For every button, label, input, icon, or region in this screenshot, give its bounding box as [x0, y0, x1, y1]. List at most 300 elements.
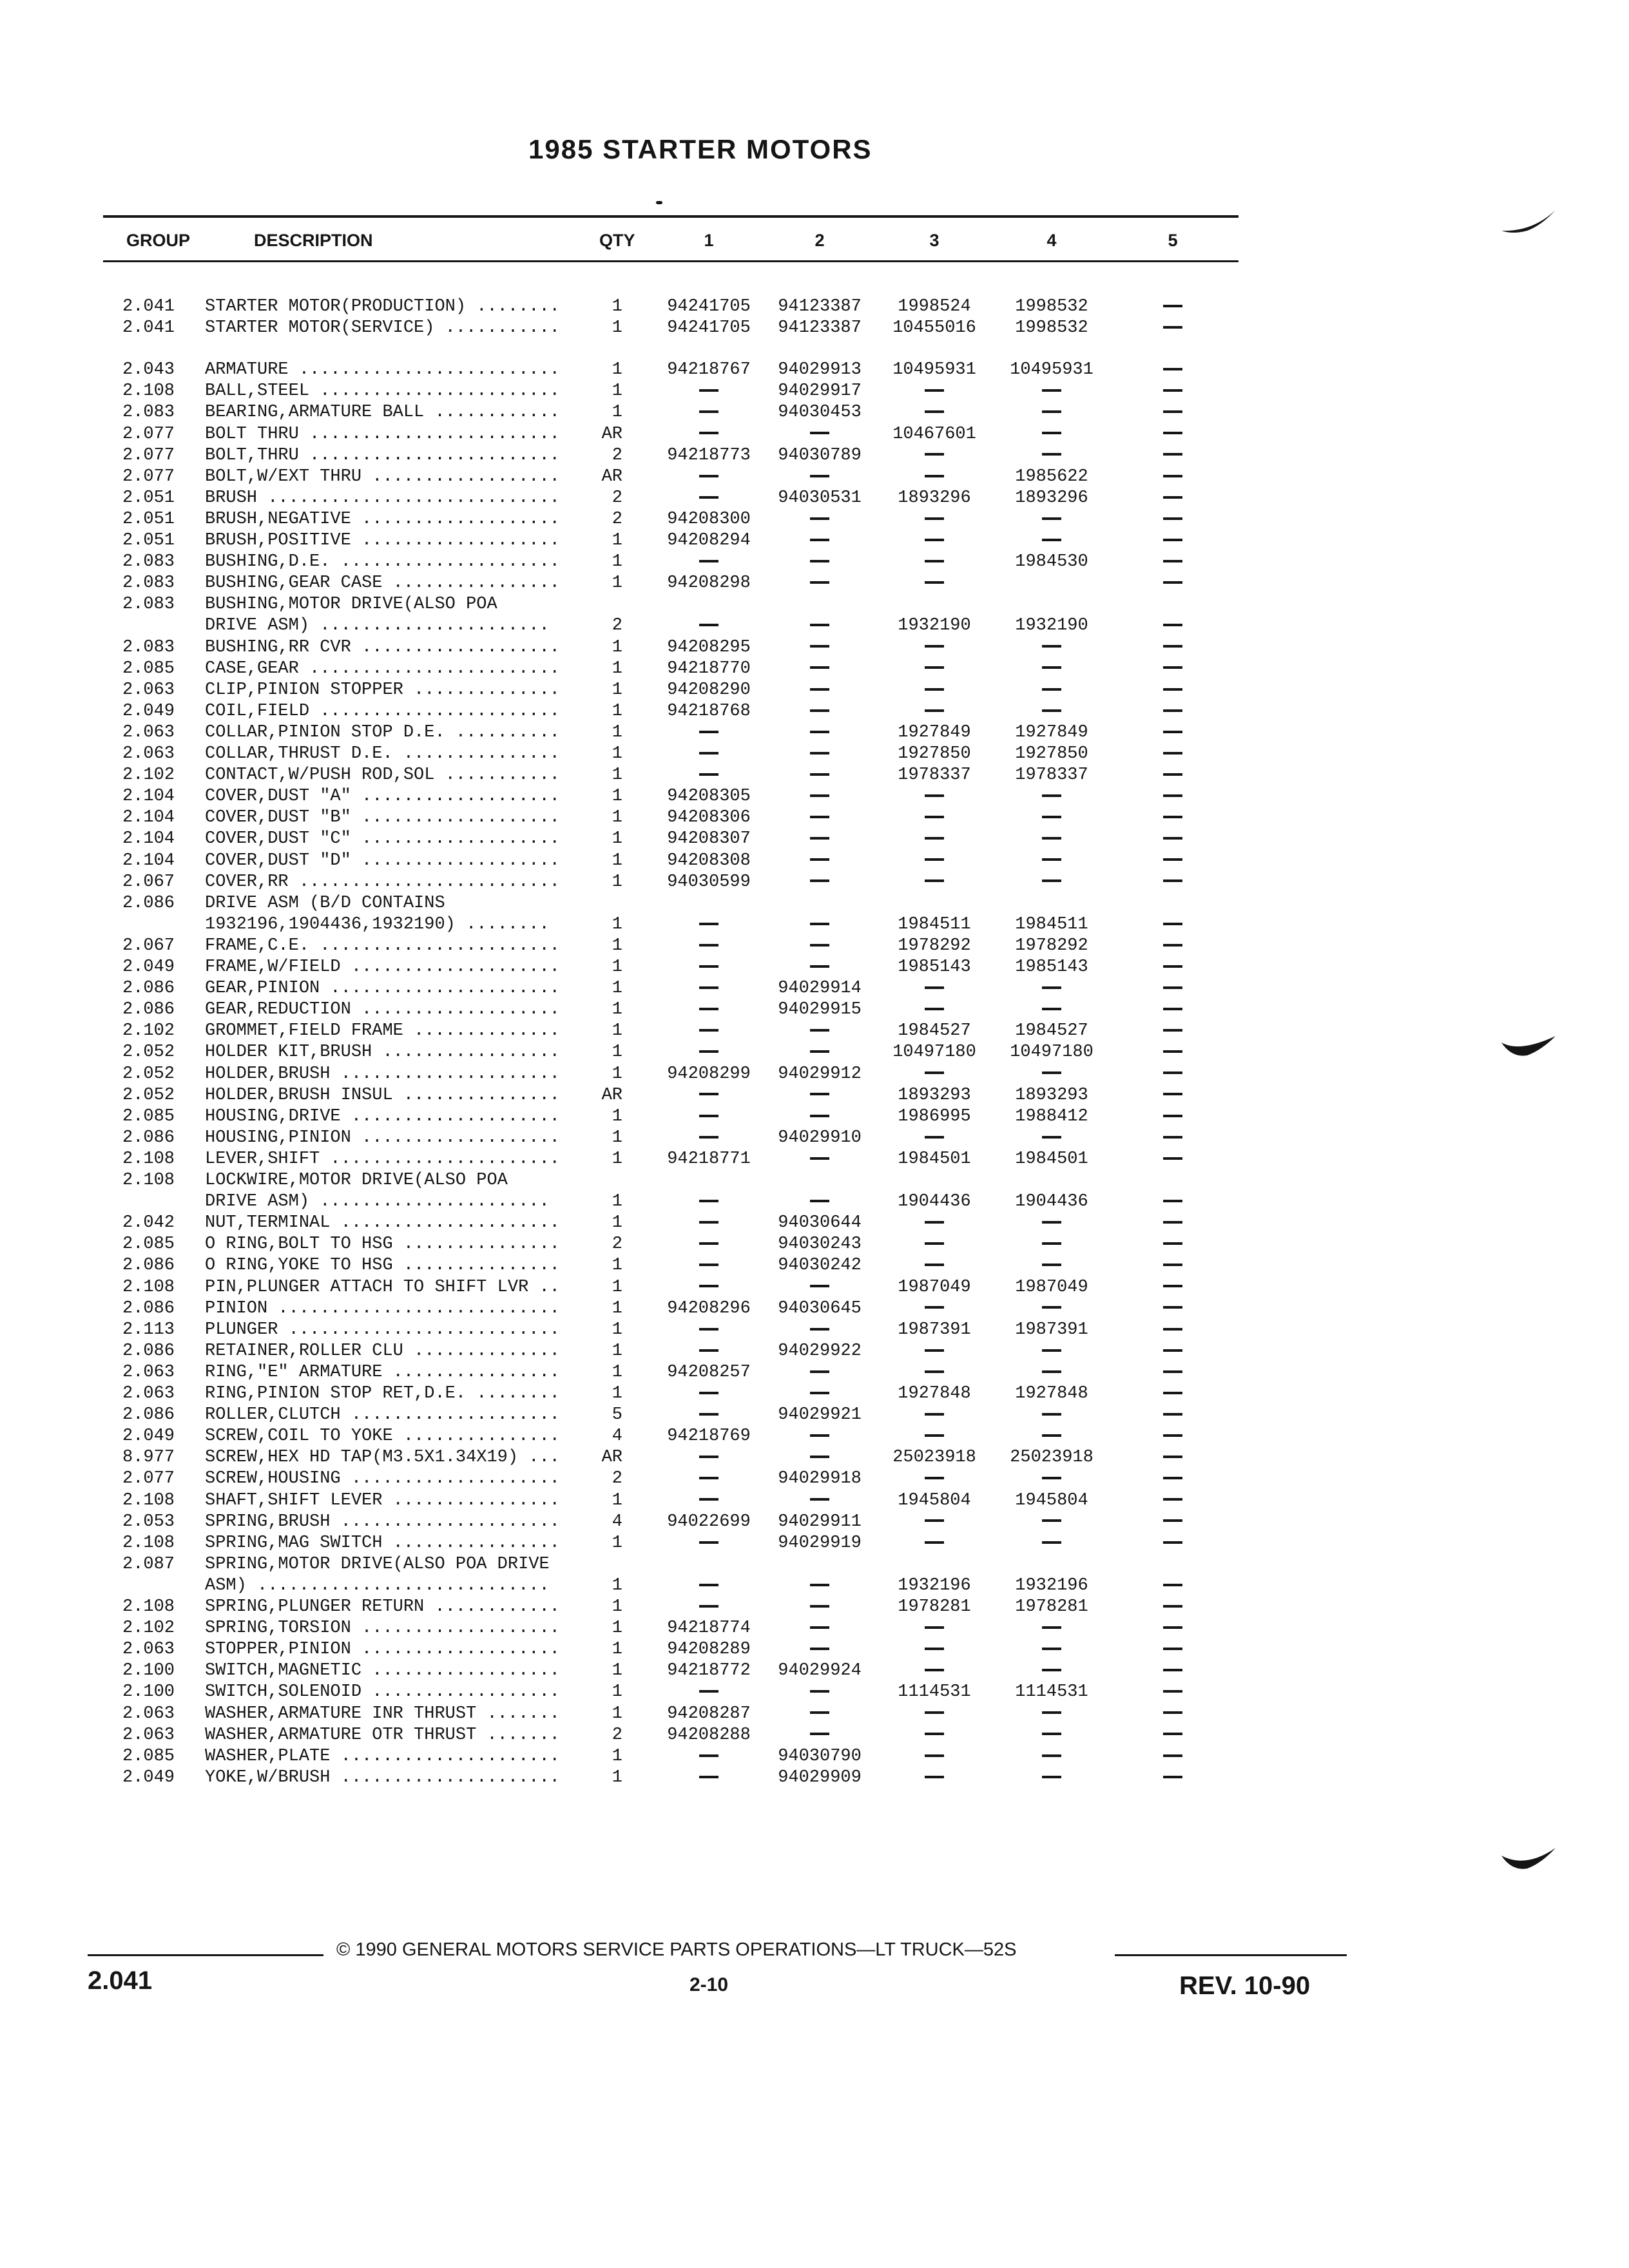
not-applicable-dash	[699, 1328, 718, 1331]
not-applicable-dash	[699, 560, 718, 562]
not-applicable-dash	[810, 539, 829, 541]
cell-c3	[870, 1405, 999, 1426]
cell-desc: ASM) ............................	[205, 1575, 550, 1595]
cell-c1	[644, 1575, 773, 1597]
cell-c3: 1998524	[898, 297, 971, 316]
not-applicable-dash	[1042, 1626, 1061, 1629]
table-row	[0, 360, 1629, 381]
cell-c4	[987, 1298, 1116, 1320]
cell-c2: 94123387	[778, 297, 862, 316]
cell-c2	[755, 637, 884, 658]
cell-qty: 1	[612, 1128, 622, 1148]
not-applicable-dash	[1163, 1541, 1182, 1544]
table-row	[0, 381, 1629, 402]
cell-c5	[1108, 1512, 1237, 1533]
not-applicable-dash	[1163, 624, 1182, 626]
cell-c5	[1108, 1725, 1237, 1746]
cell-desc: RING,PINION STOP RET,D.E. ........	[205, 1384, 560, 1403]
header-group: GROUP	[126, 231, 191, 250]
table-row	[0, 466, 1629, 488]
cell-qty: 1	[612, 1661, 622, 1681]
cell-c4	[987, 1128, 1116, 1149]
cell-group: 2.077	[122, 445, 175, 465]
cell-c5	[1108, 1490, 1237, 1512]
cell-desc: GEAR,PINION ......................	[205, 979, 560, 999]
not-applicable-dash	[699, 731, 718, 733]
cell-group: 2.113	[122, 1320, 175, 1340]
cell-c1	[644, 1255, 773, 1276]
cell-group: 2.108	[122, 1597, 175, 1617]
not-applicable-dash	[925, 539, 944, 541]
cell-qty: 1	[612, 1320, 622, 1340]
not-applicable-dash	[925, 1733, 944, 1735]
cell-group: 2.052	[122, 1085, 175, 1105]
cell-c2	[755, 552, 884, 573]
cell-c5	[1108, 1618, 1237, 1639]
cell-c3	[870, 1704, 999, 1725]
not-applicable-dash	[1163, 1370, 1182, 1373]
cell-qty: 1	[612, 1021, 622, 1041]
not-applicable-dash	[699, 1605, 718, 1608]
table-row	[0, 1277, 1629, 1298]
cell-c1: 94208289	[667, 1640, 751, 1660]
table-row	[0, 1682, 1629, 1703]
cell-c4	[987, 530, 1116, 552]
not-applicable-dash	[1163, 858, 1182, 861]
cell-c4: 1984511	[1015, 914, 1088, 934]
cell-qty: 1	[612, 787, 622, 807]
cell-c1	[644, 1767, 773, 1789]
cell-c3	[870, 786, 999, 807]
not-applicable-dash	[1163, 709, 1182, 712]
cell-c4: 1927849	[1015, 722, 1088, 742]
cell-c2	[755, 1639, 884, 1660]
cell-desc: BUSHING,MOTOR DRIVE(ALSO POA	[205, 595, 497, 615]
not-applicable-dash	[1163, 432, 1182, 434]
cell-group: 2.108	[122, 1533, 175, 1553]
not-applicable-dash	[810, 794, 829, 797]
cell-c1: 94208296	[667, 1298, 751, 1318]
not-applicable-dash	[925, 1370, 944, 1373]
table-row	[0, 1533, 1629, 1554]
table-row	[0, 1085, 1629, 1106]
cell-c4: 1893293	[1015, 1085, 1088, 1105]
cell-c1	[644, 1277, 773, 1298]
cell-qty: 1	[612, 1192, 622, 1212]
not-applicable-dash	[699, 1115, 718, 1117]
not-applicable-dash	[925, 1626, 944, 1629]
cell-c2	[755, 1383, 884, 1405]
cell-group: 2.063	[122, 1725, 175, 1745]
not-applicable-dash	[810, 1584, 829, 1586]
cell-c2: 94029910	[778, 1128, 862, 1148]
cell-c1: 94208298	[667, 573, 751, 593]
cell-c5	[1108, 509, 1237, 530]
not-applicable-dash	[1042, 666, 1061, 669]
cell-c5	[1108, 680, 1237, 701]
cell-c4	[987, 1725, 1116, 1746]
cell-c1: 94241705	[667, 297, 751, 316]
cell-qty: 1	[612, 1619, 622, 1639]
cell-c3: 1987049	[898, 1277, 971, 1297]
cell-group: 2.083	[122, 573, 175, 593]
table-row	[0, 1704, 1629, 1725]
not-applicable-dash	[1042, 816, 1061, 818]
cell-qty: 1	[612, 1256, 622, 1276]
cell-c3	[870, 1362, 999, 1383]
not-applicable-dash	[699, 965, 718, 968]
footer-copyright: © 1990 GENERAL MOTORS SERVICE PARTS OPERATIONS—LT TRUCK—52S	[336, 1939, 1017, 1960]
cell-c5	[1108, 466, 1237, 488]
not-applicable-dash	[1163, 879, 1182, 882]
cell-c4: 1988412	[1015, 1106, 1088, 1126]
cell-qty: 1	[612, 1767, 622, 1787]
cell-c3	[870, 1746, 999, 1767]
cell-group: 2.086	[122, 1298, 175, 1318]
not-applicable-dash	[925, 1221, 944, 1224]
cell-c4: 1114531	[1015, 1682, 1088, 1702]
cell-c2	[755, 1682, 884, 1703]
binder-mark-icon	[1500, 1031, 1558, 1063]
not-applicable-dash	[925, 517, 944, 520]
table-row	[0, 573, 1629, 594]
cell-desc: COVER,RR .........................	[205, 872, 560, 892]
not-applicable-dash	[925, 389, 944, 392]
cell-desc: O RING,BOLT TO HSG ...............	[205, 1235, 560, 1254]
scan-speck	[656, 201, 662, 204]
cell-desc: STARTER MOTOR(PRODUCTION) ........	[205, 297, 560, 316]
cell-desc: HOUSING,PINION ...................	[205, 1128, 560, 1148]
not-applicable-dash	[810, 1328, 829, 1331]
cell-desc: DRIVE ASM) ......................	[205, 1192, 550, 1212]
cell-desc: RING,"E" ARMATURE ................	[205, 1362, 560, 1382]
cell-c2	[755, 807, 884, 829]
not-applicable-dash	[1163, 1413, 1182, 1416]
cell-c2	[755, 1575, 884, 1597]
cell-c1: 94241705	[667, 318, 751, 338]
table-row	[0, 957, 1629, 978]
cell-qty: 1	[612, 1490, 622, 1510]
not-applicable-dash	[810, 773, 829, 776]
cell-qty: 1	[612, 531, 622, 550]
cell-c5	[1108, 552, 1237, 573]
cell-qty: 1	[612, 1533, 622, 1553]
not-applicable-dash	[925, 1264, 944, 1266]
cell-c1: 94208306	[667, 808, 751, 828]
not-applicable-dash	[1163, 1349, 1182, 1352]
cell-c1: 94208300	[667, 509, 751, 529]
cell-c3	[870, 850, 999, 872]
not-applicable-dash	[810, 560, 829, 562]
cell-c5	[1108, 424, 1237, 445]
cell-c5	[1108, 530, 1237, 552]
not-applicable-dash	[1163, 1711, 1182, 1714]
not-applicable-dash	[1163, 1477, 1182, 1479]
table-row	[0, 1298, 1629, 1320]
cell-c4: 1927848	[1015, 1384, 1088, 1403]
cell-qty: 1	[612, 979, 622, 999]
cell-c3	[870, 978, 999, 999]
cell-c3	[870, 402, 999, 423]
table-row	[0, 680, 1629, 701]
cell-qty: 1	[612, 318, 622, 338]
not-applicable-dash	[1042, 1477, 1061, 1479]
cell-c1	[644, 466, 773, 488]
cell-group: 2.052	[122, 1043, 175, 1062]
not-applicable-dash	[699, 432, 718, 434]
not-applicable-dash	[1042, 1264, 1061, 1266]
cell-group: 2.100	[122, 1661, 175, 1681]
not-applicable-dash	[699, 1221, 718, 1224]
not-applicable-dash	[810, 1392, 829, 1394]
cell-c2: 94029918	[778, 1469, 862, 1489]
not-applicable-dash	[1163, 453, 1182, 456]
cell-c5	[1108, 999, 1237, 1021]
cell-group: 2.108	[122, 1149, 175, 1169]
cell-desc: FRAME,W/FIELD ....................	[205, 957, 560, 977]
cell-group: 2.077	[122, 1469, 175, 1489]
cell-c2: 94030453	[778, 403, 862, 423]
not-applicable-dash	[925, 410, 944, 413]
not-applicable-dash	[925, 1648, 944, 1650]
cell-desc: BOLT,W/EXT THRU ..................	[205, 466, 560, 486]
not-applicable-dash	[699, 475, 718, 477]
footer-revision: REV. 10-90	[1179, 1972, 1311, 2000]
not-applicable-dash	[699, 1285, 718, 1287]
cell-group: 2.052	[122, 1064, 175, 1084]
cell-c1	[644, 978, 773, 999]
cell-qty: 1	[612, 829, 622, 849]
not-applicable-dash	[810, 1115, 829, 1117]
not-applicable-dash	[699, 773, 718, 776]
cell-c4: 1984530	[1015, 552, 1088, 572]
not-applicable-dash	[699, 1477, 718, 1479]
not-applicable-dash	[699, 923, 718, 925]
table-row	[0, 1660, 1629, 1682]
not-applicable-dash	[1163, 688, 1182, 691]
not-applicable-dash	[1163, 666, 1182, 669]
not-applicable-dash	[925, 453, 944, 456]
not-applicable-dash	[1163, 1776, 1182, 1778]
cell-group: 2.102	[122, 1021, 175, 1041]
not-applicable-dash	[1163, 1328, 1182, 1331]
cell-desc: BUSHING,RR CVR ...................	[205, 637, 560, 657]
cell-group: 2.063	[122, 1362, 175, 1382]
header-qty: QTY	[599, 231, 635, 250]
cell-c1: 94208287	[667, 1704, 751, 1724]
cell-qty: 1	[612, 1341, 622, 1361]
cell-qty: 1	[612, 658, 622, 678]
cell-group: 2.041	[122, 297, 175, 316]
cell-c2: 94029922	[778, 1341, 862, 1361]
cell-c3	[870, 1341, 999, 1362]
not-applicable-dash	[810, 1456, 829, 1458]
not-applicable-dash	[810, 1733, 829, 1735]
cell-group: 2.063	[122, 1640, 175, 1660]
cell-qty: 1	[612, 403, 622, 423]
not-applicable-dash	[1042, 410, 1061, 413]
cell-c2	[755, 765, 884, 786]
cell-c1: 94208299	[667, 1064, 751, 1084]
cell-qty: 1	[612, 1704, 622, 1724]
table-row	[0, 445, 1629, 466]
not-applicable-dash	[1163, 1434, 1182, 1437]
cell-c4	[987, 509, 1116, 530]
cell-c5	[1108, 722, 1237, 744]
not-applicable-dash	[925, 688, 944, 691]
not-applicable-dash	[810, 1498, 829, 1501]
cell-c5	[1108, 658, 1237, 680]
cell-c5	[1108, 914, 1237, 936]
not-applicable-dash	[1042, 1541, 1061, 1544]
table-row	[0, 1021, 1629, 1042]
not-applicable-dash	[699, 1776, 718, 1778]
not-applicable-dash	[1042, 879, 1061, 882]
cell-c1: 94208288	[667, 1725, 751, 1745]
cell-qty: 1	[612, 1597, 622, 1617]
cell-c1	[644, 615, 773, 637]
table-row	[0, 701, 1629, 722]
cell-qty: 1	[612, 637, 622, 657]
table-row	[0, 552, 1629, 573]
cell-group: 2.102	[122, 1619, 175, 1639]
cell-group: 8.977	[122, 1448, 175, 1468]
not-applicable-dash	[925, 1242, 944, 1245]
cell-c5	[1108, 872, 1237, 893]
table-row	[0, 658, 1629, 680]
not-applicable-dash	[810, 923, 829, 925]
not-applicable-dash	[1163, 1285, 1182, 1287]
not-applicable-dash	[1042, 709, 1061, 712]
table-row	[0, 1405, 1629, 1426]
table-row	[0, 850, 1629, 872]
table-row	[0, 914, 1629, 936]
table-row	[0, 978, 1629, 999]
cell-c4	[987, 807, 1116, 829]
not-applicable-dash	[1163, 1072, 1182, 1074]
table-row	[0, 829, 1629, 850]
cell-c4	[987, 999, 1116, 1021]
cell-group: 2.102	[122, 765, 175, 785]
cell-c4	[987, 1255, 1116, 1276]
cell-qty: 1	[612, 1064, 622, 1084]
table-row	[0, 1575, 1629, 1597]
cell-c1	[644, 424, 773, 445]
table-row	[0, 1490, 1629, 1512]
cell-c1	[644, 1405, 773, 1426]
cell-c2	[755, 1426, 884, 1447]
not-applicable-dash	[810, 858, 829, 861]
cell-desc: PLUNGER ..........................	[205, 1320, 560, 1340]
cell-c3: 1978337	[898, 765, 971, 785]
cell-c1: 94208307	[667, 829, 751, 849]
not-applicable-dash	[810, 1029, 829, 1032]
header-col-5: 5	[1168, 231, 1178, 250]
cell-c2	[755, 1618, 884, 1639]
cell-qty: 1	[612, 1682, 622, 1702]
cell-group: 2.063	[122, 1384, 175, 1403]
cell-c4: 1984501	[1015, 1149, 1088, 1169]
cell-desc: BRUSH ............................	[205, 488, 560, 508]
table-row	[0, 936, 1629, 957]
cell-c1: 94218773	[667, 445, 751, 465]
cell-qty: AR	[601, 1085, 622, 1105]
not-applicable-dash	[925, 1776, 944, 1778]
cell-c5	[1108, 1362, 1237, 1383]
cell-qty: AR	[601, 424, 622, 444]
cell-c2	[755, 1277, 884, 1298]
cell-c2	[755, 466, 884, 488]
not-applicable-dash	[810, 666, 829, 669]
cell-c2: 94030243	[778, 1235, 862, 1254]
cell-group: 2.067	[122, 872, 175, 892]
not-applicable-dash	[925, 1477, 944, 1479]
not-applicable-dash	[699, 1498, 718, 1501]
not-applicable-dash	[1163, 1221, 1182, 1224]
page-title: 1985 STARTER MOTORS	[528, 134, 872, 164]
not-applicable-dash	[1163, 475, 1182, 477]
cell-c1: 94208290	[667, 680, 751, 700]
table-row	[0, 1639, 1629, 1660]
table-row	[0, 1064, 1629, 1085]
cell-desc: SPRING,MOTOR DRIVE(ALSO POA DRIVE	[205, 1554, 550, 1574]
cell-c3: 1893293	[898, 1085, 971, 1105]
cell-c3: 25023918	[892, 1448, 976, 1468]
not-applicable-dash	[1042, 1008, 1061, 1010]
cell-c5	[1108, 1128, 1237, 1149]
cell-c2	[755, 786, 884, 807]
cell-group: 2.063	[122, 744, 175, 764]
cell-c2: 94029911	[778, 1512, 862, 1532]
cell-c5	[1108, 318, 1237, 339]
cell-desc: ARMATURE .........................	[205, 360, 560, 380]
cell-c3	[870, 1426, 999, 1447]
footer-rule-right	[1115, 1954, 1347, 1956]
not-applicable-dash	[699, 1349, 718, 1352]
cell-c2: 94030242	[778, 1256, 862, 1276]
not-applicable-dash	[1042, 1733, 1061, 1735]
cell-c2	[755, 1042, 884, 1063]
cell-c2: 94030789	[778, 445, 862, 465]
cell-c3: 1893296	[898, 488, 971, 508]
cell-c4: 1998532	[1015, 318, 1088, 338]
cell-group: 2.108	[122, 1171, 175, 1190]
not-applicable-dash	[1042, 389, 1061, 392]
cell-group: 2.083	[122, 637, 175, 657]
cell-c4: 1945804	[1015, 1490, 1088, 1510]
cell-c5	[1108, 1533, 1237, 1554]
not-applicable-dash	[810, 1200, 829, 1202]
cell-group: 2.086	[122, 1256, 175, 1276]
not-applicable-dash	[1163, 305, 1182, 307]
not-applicable-dash	[810, 1370, 829, 1373]
not-applicable-dash	[925, 1519, 944, 1522]
cell-desc: COLLAR,THRUST D.E. ...............	[205, 744, 560, 764]
cell-c5	[1108, 1191, 1237, 1213]
cell-desc: NUT,TERMINAL .....................	[205, 1213, 560, 1233]
cell-c4	[987, 1618, 1116, 1639]
cell-c1	[644, 1341, 773, 1362]
not-applicable-dash	[699, 986, 718, 989]
cell-desc: SPRING,TORSION ...................	[205, 1619, 560, 1639]
cell-group: 2.083	[122, 552, 175, 572]
cell-c4	[987, 445, 1116, 466]
cell-group: 2.051	[122, 488, 175, 508]
cell-c4	[987, 1704, 1116, 1725]
cell-c4: 1987391	[1015, 1320, 1088, 1340]
cell-desc: CONTACT,W/PUSH ROD,SOL ...........	[205, 765, 560, 785]
cell-qty: 1	[612, 360, 622, 380]
